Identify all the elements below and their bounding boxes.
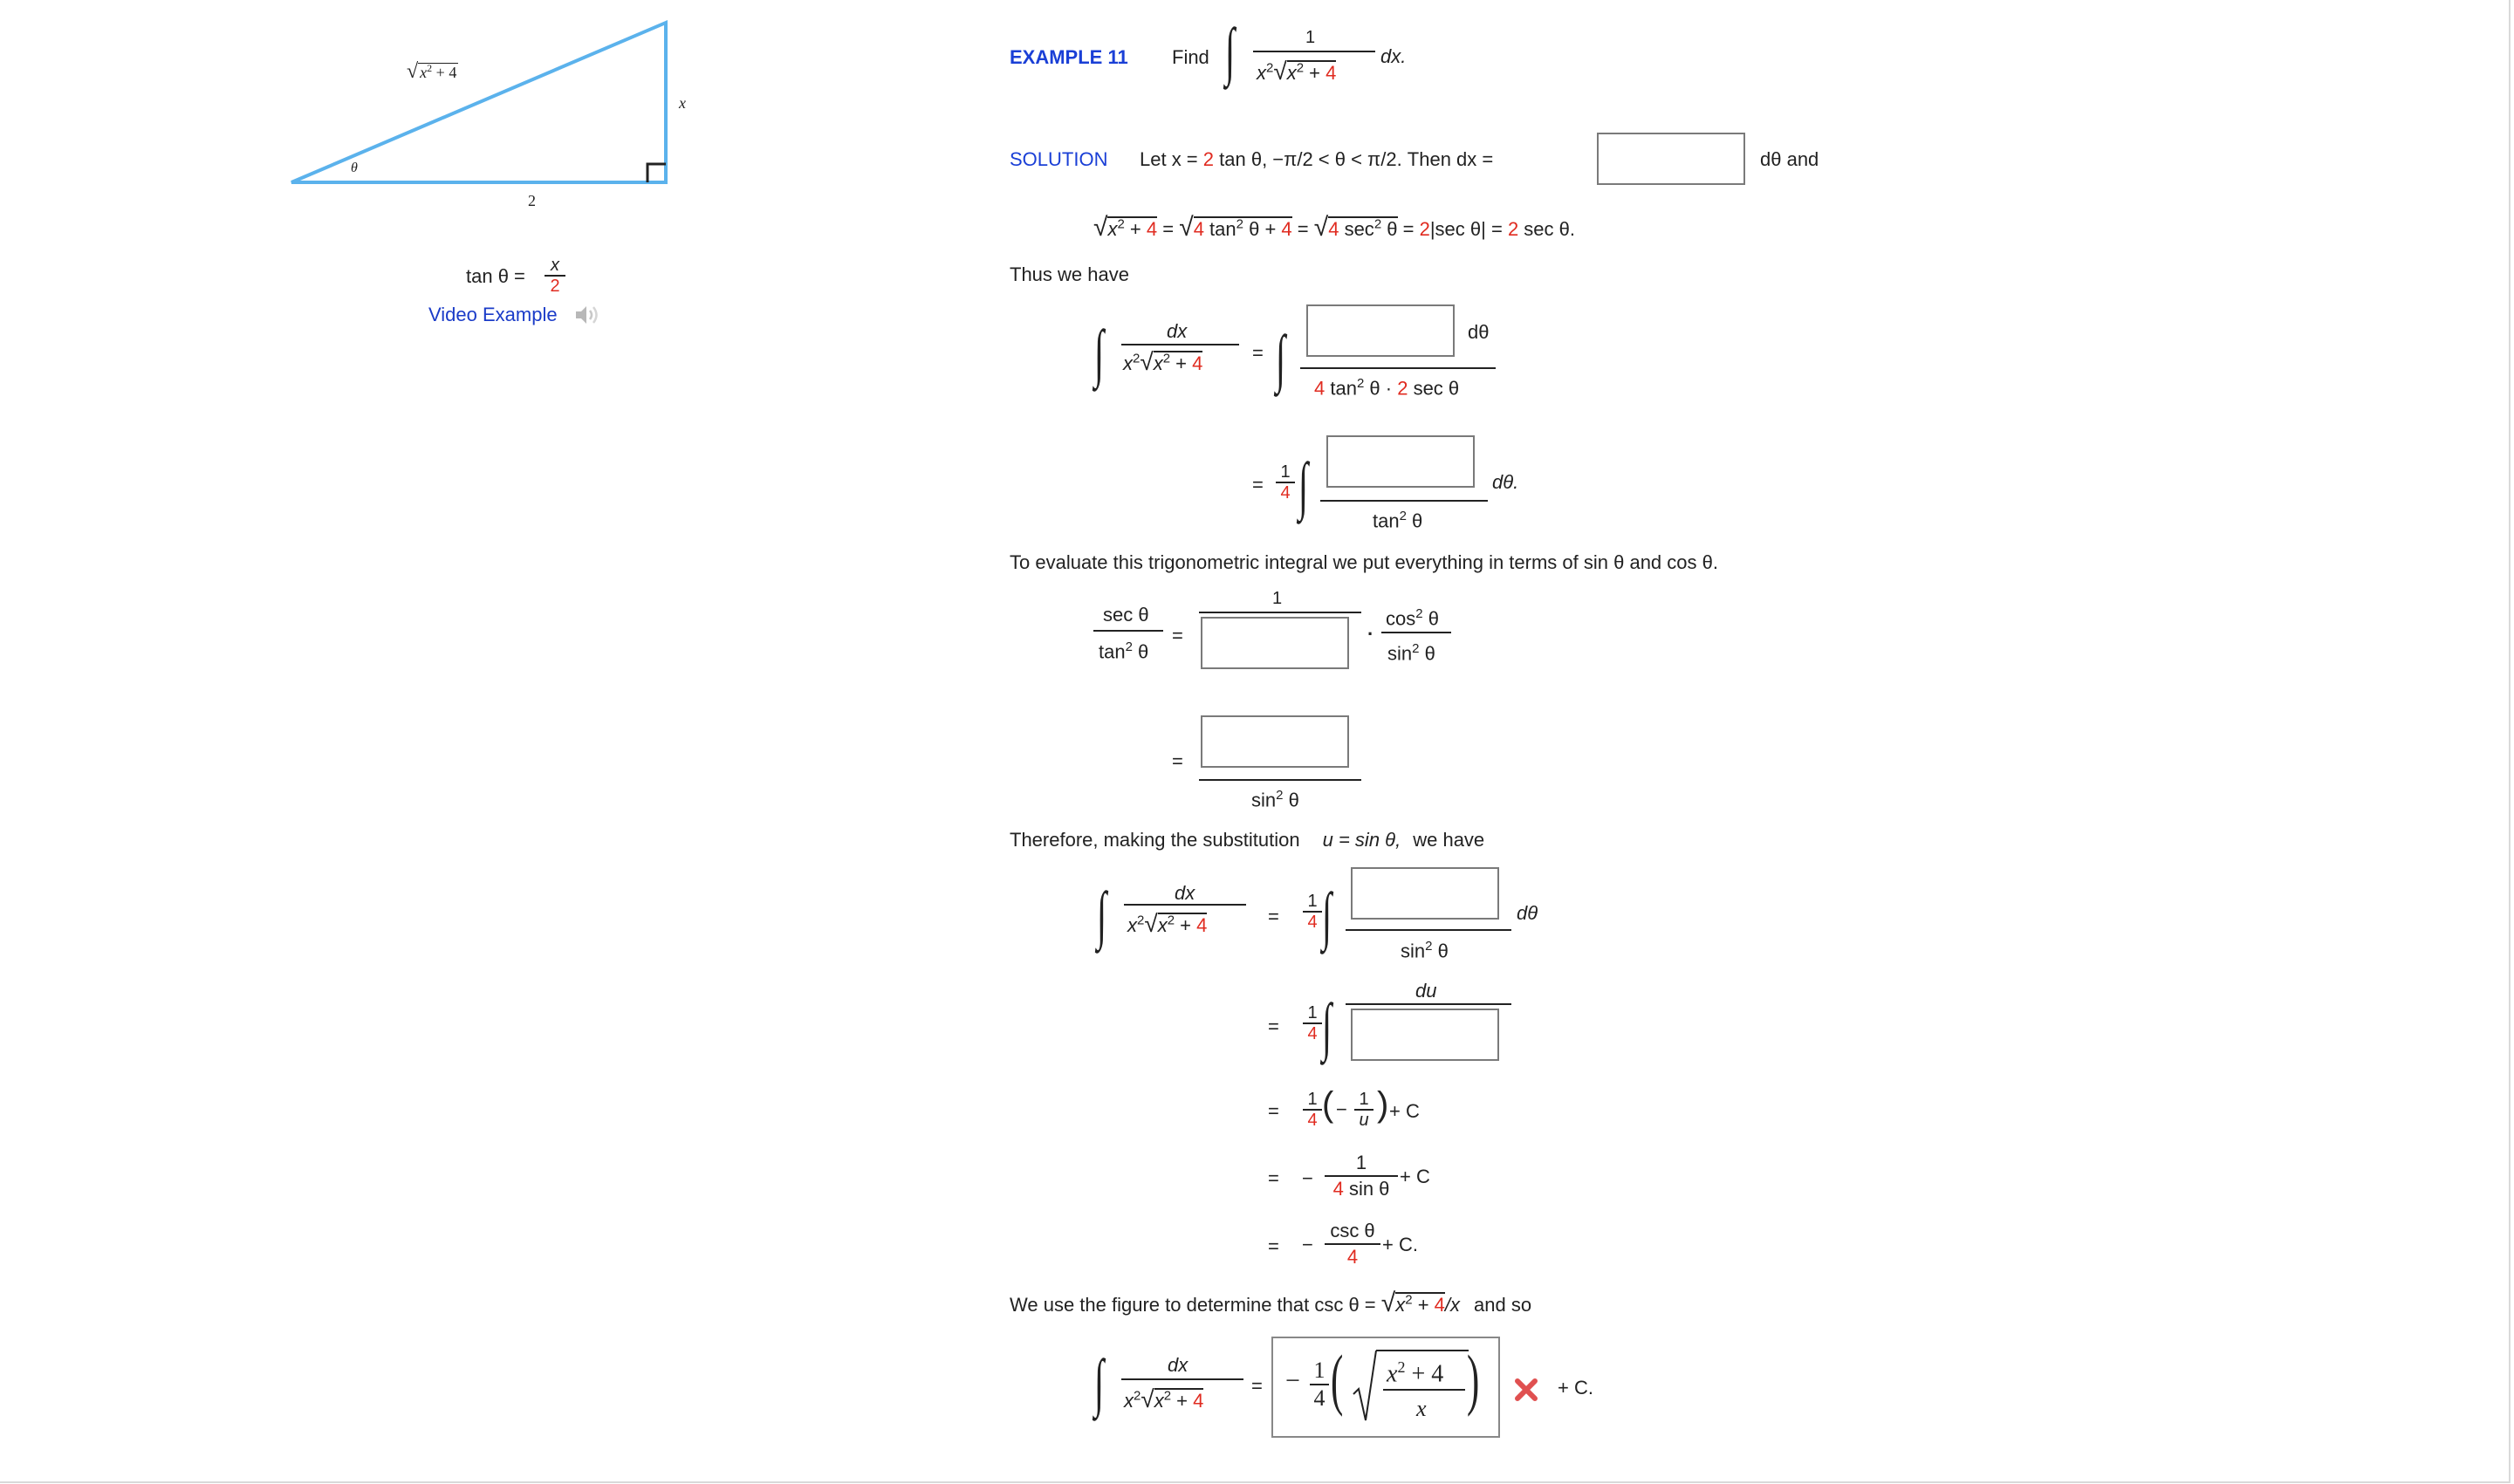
- example-label: EXAMPLE 11: [1010, 46, 1128, 68]
- integral-sign: ∫: [1298, 450, 1309, 522]
- opposite-label: x: [679, 94, 686, 112]
- integral-sign: ∫: [1094, 318, 1105, 389]
- equals-sign: =: [1172, 750, 1183, 772]
- int3-denominator: $x^2√x^2 + 4$: [1127, 910, 1208, 937]
- int1-denominator: $x^2√x^2 + 4$: [1123, 348, 1203, 375]
- one-over-u-fraction: 1 u: [1354, 1091, 1373, 1129]
- one-quarter-fraction: 1 4: [1303, 892, 1322, 931]
- one-quarter-fraction: 1 4: [1276, 463, 1295, 502]
- integral-sign: ∫: [1097, 879, 1107, 951]
- int2-denominator: $\tan^2 \theta$: [1373, 509, 1423, 532]
- equals-sign: =: [1251, 1375, 1263, 1397]
- hypotenuse-label: √ $x^2 + 4$: [407, 60, 457, 83]
- final-plus-c: + C.: [1558, 1377, 1593, 1399]
- answer-radical: [1352, 1349, 1378, 1427]
- cos-squared: $\cos^2 \theta$: [1386, 606, 1439, 630]
- sec-over-tan-num: sec θ: [1103, 604, 1149, 626]
- tan-fraction: x 2: [545, 256, 565, 295]
- minus-sign: −: [1302, 1167, 1313, 1189]
- equals-sign: =: [1268, 1100, 1279, 1122]
- int3-dtheta: dθ: [1517, 902, 1538, 924]
- answer-minus: −: [1285, 1366, 1300, 1395]
- solution-text: Let x = 2 tan θ, −π/2 < θ < π/2. Then dx =: [1140, 148, 1494, 170]
- sqrt-identity-line: $√x^2 + 4 = √4$ $\tan^2 \theta + 4 = √4$ $\sec^2 \theta = 2|\sec$ θ| = 2 sec θ.: [1093, 213, 1575, 242]
- int2-dtheta: dθ.: [1492, 471, 1519, 493]
- find-label: Find: [1172, 46, 1209, 68]
- therefore-text: Therefore, making the substitution u = sin θ, we have: [1010, 829, 1485, 851]
- one-quarter-fraction: 1 4: [1303, 1091, 1322, 1129]
- int1-numerator: dx: [1167, 320, 1188, 342]
- answer-open-paren: (: [1331, 1341, 1344, 1417]
- angle-label: θ: [351, 161, 358, 175]
- minus-sign: −: [1302, 1234, 1313, 1255]
- one-quarter-fraction: 1 4: [1303, 1004, 1322, 1043]
- frac2-denominator: $\sin^2 \theta$: [1251, 788, 1299, 811]
- int3-numerator: dx: [1175, 882, 1195, 904]
- example-dx: dx.: [1380, 45, 1407, 67]
- evaluate-text: To evaluate this trigonometric integral we put everything in terms of sin θ and cos θ.: [1010, 551, 1718, 573]
- answer-rad-numerator: $x^2 + 4$: [1387, 1358, 1444, 1388]
- close-paren: ): [1377, 1085, 1389, 1124]
- plus-c: + C: [1389, 1100, 1420, 1122]
- dx-answer-input[interactable]: [1597, 133, 1745, 185]
- right-angle-marker: [647, 164, 666, 182]
- int1-denominator-trig: 4 $\tan^2 \theta \cdot 2$ sec θ: [1314, 376, 1460, 400]
- equals-sign: =: [1252, 474, 1264, 496]
- integral-sign: ∫: [1276, 323, 1286, 394]
- equals-sign: =: [1268, 1167, 1279, 1189]
- sec-over-tan-den: $\tan^2 \theta$: [1099, 639, 1149, 663]
- triangle-figure: [279, 16, 689, 216]
- equals-sign: =: [1268, 1016, 1279, 1037]
- integral-sign: ∫: [1322, 880, 1332, 952]
- equals-sign: =: [1172, 625, 1183, 646]
- final-answer-input[interactable]: [1271, 1337, 1500, 1438]
- figure-use-text: We use the figure to determine that $\csc \theta = √x^2 + 4/x$ and so: [1010, 1289, 1532, 1317]
- triangle-shape: [291, 23, 666, 182]
- answer-quarter: 1 4: [1310, 1359, 1329, 1410]
- plus-c: + C.: [1382, 1234, 1418, 1255]
- int3-denominator-trig: $\sin^2 \theta$: [1401, 939, 1449, 962]
- equals-sign: =: [1252, 342, 1264, 364]
- sin-squared: $\sin^2 \theta$: [1387, 641, 1435, 665]
- int2-numerator-input[interactable]: [1326, 435, 1475, 488]
- incorrect-x-icon: [1515, 1378, 1538, 1401]
- minus-sign: −: [1336, 1098, 1347, 1120]
- int3-numerator-input[interactable]: [1351, 867, 1499, 920]
- tan-definition: tan θ =: [466, 265, 525, 287]
- int4-du: du: [1415, 980, 1437, 1002]
- one-over-4sin-fraction: 1 4 sin θ: [1325, 1153, 1398, 1199]
- frac1-denominator-input[interactable]: [1201, 617, 1349, 669]
- dtheta-and: dθ and: [1760, 148, 1819, 170]
- speaker-icon[interactable]: [573, 302, 601, 328]
- int4-denominator-input[interactable]: [1351, 1009, 1499, 1061]
- frac1-one: 1: [1272, 589, 1283, 608]
- answer-rad-denominator: x: [1416, 1396, 1427, 1421]
- equals-sign: =: [1268, 906, 1279, 927]
- video-example-link[interactable]: Video Example: [428, 304, 558, 325]
- adjacent-label: 2: [528, 192, 536, 209]
- int1-numerator-input[interactable]: [1306, 304, 1455, 357]
- plus-c: + C: [1400, 1166, 1430, 1187]
- thus-text: Thus we have: [1010, 263, 1129, 285]
- example-numerator: 1: [1305, 28, 1316, 47]
- integral-sign: ∫: [1322, 991, 1332, 1063]
- solution-label: SOLUTION: [1010, 148, 1108, 170]
- integral-sign: ∫: [1225, 16, 1236, 87]
- multiply-dot: ·: [1367, 623, 1374, 645]
- final-denominator: $x^2√x^2 + 4$: [1124, 1385, 1204, 1412]
- answer-close-paren: ): [1467, 1341, 1480, 1417]
- int1-dtheta: dθ: [1468, 321, 1490, 343]
- open-paren: (: [1322, 1085, 1334, 1124]
- frac2-numerator-input[interactable]: [1201, 715, 1349, 768]
- integral-sign: ∫: [1094, 1347, 1105, 1419]
- final-numerator: dx: [1168, 1354, 1188, 1376]
- csc-over-4-fraction: csc θ 4: [1325, 1221, 1380, 1267]
- equals-sign: =: [1268, 1235, 1279, 1257]
- example-denominator: $x^2√x^2 + 4$: [1257, 58, 1337, 85]
